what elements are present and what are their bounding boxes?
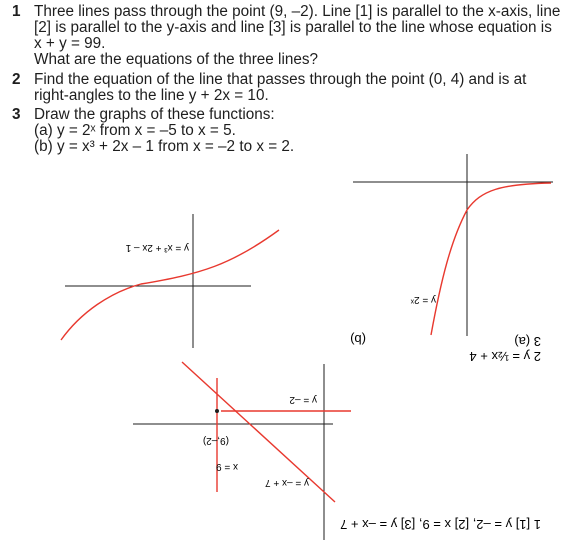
answer-3a-label: 3 (a) (514, 334, 541, 349)
question-line: x + y = 99. (34, 35, 106, 52)
graph-b-label: (b) (350, 332, 366, 347)
graph-q1 (133, 362, 351, 540)
label-y-neg2: y = –2 (289, 394, 317, 405)
question-line: Three lines pass through the point (9, –2). Line [1] is parallel to the x-axis, line (34, 3, 561, 20)
curve-label: y = x³ + 2x – 1 (125, 242, 189, 253)
graph-q3b (61, 214, 279, 348)
label-x-9: x = 9 (216, 461, 238, 472)
question-line: What are the equations of the three lines? (34, 51, 319, 68)
graph-q3a (350, 154, 553, 347)
answer-2-text: 2 y = ½x + 4 (469, 349, 541, 364)
question-number: 3 (12, 106, 21, 123)
question-line: right-angles to the line y + 2x = 10. (34, 87, 269, 104)
line-diagonal (182, 362, 335, 502)
question-line: Draw the graphs of these functions: (34, 106, 275, 123)
question-line: Find the equation of the line that passes through the point (0, 4) and is at (34, 71, 527, 88)
question-number: 1 (12, 3, 21, 20)
curve-label: y = 2ˣ (410, 294, 436, 305)
label-point: (9,–2) (202, 435, 229, 446)
label-diagonal: y = –x + 7 (265, 477, 309, 488)
question-line: (a) y = 2ˣ from x = –5 to x = 5. (34, 122, 236, 139)
intersection-point (215, 409, 219, 413)
question-line: (b) y = x³ + 2x – 1 from x = –2 to x = 2. (34, 138, 295, 155)
exp-curve (431, 183, 551, 335)
question-line: [2] is parallel to the y-axis and line [3] is parallel to the line whose equation is (34, 19, 552, 36)
question-number: 2 (12, 71, 21, 88)
answer-1-text: 1 [1] y = –2, [2] x = 9, [3] y = –x + 7 (340, 517, 541, 532)
